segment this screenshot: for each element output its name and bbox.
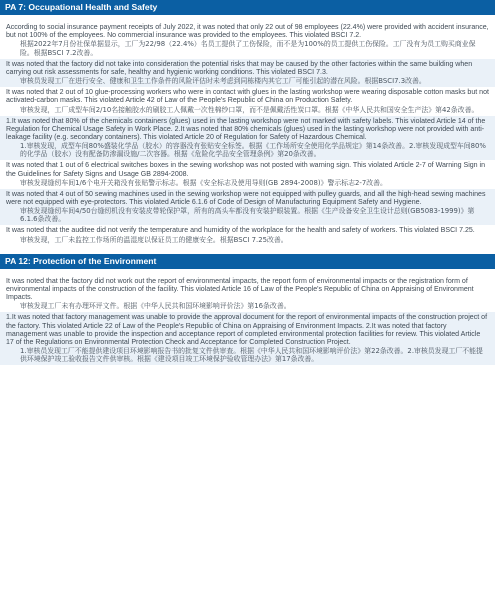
section-header-pa12: PA 12: Protection of the Environment	[0, 254, 495, 269]
finding-en-text: It was noted that 4 out of 50 sewing machines used in the sewing workshop were not equipped with pulley guards, and all the high-head sewing machines were not equipped with eye-protectors. This violated Article 6.1.6 of Code of Design of Manufacturing Equipment Safety and Hygiene.	[6, 190, 486, 207]
finding-en-text: It was noted that the factory did not work out the report of environmental impacts, the report form of environmental impacts or the registration form of environmental impacts of the construction of the facility. This violated Article 16 of Law of the People's Republic of China on Appraising of Environment Impacts.	[6, 277, 474, 302]
pa12-findings-list	[0, 276, 495, 366]
finding-zh-text: 审核发现缝纫车间4/50台缝纫机没有安装皮带轮保护罩，所有的高头车都没有安装护眼装置。根据《生产设备安全卫生设计总则(GB5083-1999)》第6.1.6条改善。	[20, 207, 475, 224]
finding-zh-text: 审核发现工厂未有办理环评文件。根据《中华人民共和国环境影响评价法》第16条改善。	[20, 302, 291, 311]
finding-pa7-7	[0, 225, 495, 245]
finding-zh-text: 1.审核员发现工厂不能提供建设项目环境影响报告书的批复文件供审查。根据《中华人民共和国环境影响评价法》第22条改善。2.审核员发现工厂不能提供环境保护竣工验收报告文件供审核。根据《建设项目竣工环境保护验收管理办法》第17条改善。	[20, 347, 483, 364]
finding-pa7-5	[0, 160, 495, 189]
finding-pa7-3	[0, 87, 495, 116]
finding-en-text: It was noted that 1 out of 6 electrical switches boxes in the sewing workshop was not posted with warning sign. This violated Article 2-7 of Warning Sign in the Guidelines for Safety Signs and Usage GB 2894-2008.	[6, 162, 486, 178]
finding-pa7-1	[0, 22, 495, 59]
finding-en-text: 1.It was noted that factory management was unable to provide the approval document for the report of environmental impacts of the construction project of the factory. This violated Article 22 of Law of the People's Republic of China on Appraising of Environment Impacts. 2.It was noted that factory management was unable to provide the inspection and acceptance report of completed environmental protection facilities for review. This violated Article 17 of the Regulations on Environmental Protection Check and Acceptance for Completed Construction Project.	[6, 314, 488, 347]
finding-zh-text: 审核员发现工厂在进行安全、健康和卫生工作条件的风险评估时未考虑到同栋楼内其它工厂可能引起的潜在风险。根据BSCI7.3改善。	[20, 77, 426, 85]
finding-pa12-1	[0, 276, 495, 313]
finding-en-text: According to social insurance payment receipts of July 2022, it was noted that only 22 out of 98 employees (22.4%) were provided with accident insurance, but not 100% of the employees. No commercial insurance was provided to the employees. This violated BSCI 7.2.	[6, 24, 489, 40]
finding-pa7-2	[0, 59, 495, 88]
finding-pa7-6	[0, 189, 495, 226]
section-header-pa7: PA 7: Occupational Health and Safety	[0, 0, 495, 15]
finding-pa7-4	[0, 116, 495, 161]
finding-pa12-2	[0, 312, 495, 365]
finding-zh-text: 1.审核发现，成型车间80%盛装化学品（胶水）的容器没有张贴安全标签。根据《工作场所安全使用化学品规定》第14条改善。2.审核发现成型车间80%的化学品（胶水）没有配备防渗漏设施/二次容器。根据《危险化学品安全管理条例》第20条改善。	[20, 142, 486, 159]
finding-zh-text: 审核发现，工厂成型车间2/10名接触胶水的刷胶工人佩戴一次性棉纱口罩，而不是佩戴活性炭口罩。根据《中华人民共和国安全生产法》第42条改善。	[20, 105, 479, 114]
finding-en-text: It was noted that the factory did not take into consideration the potential risks that may be caused by the other factories within the same building when carrying out risk assessments for safe, healthy and hygienic working conditions. This violated BSCI 7.3.	[6, 60, 473, 76]
finding-zh-text: 审核发现缝纫车间1/6个电开关箱没有张贴警示标志。根据《安全标志及使用导则(GB 2894-2008)》警示标志2-7改善。	[20, 178, 387, 187]
finding-en-text: It was noted that 2 out of 10 glue-processing workers who were in contact with glues in the lasting workshop were wearing disposable cotton masks but not activated-carbon masks. This violated Article 42 of Law of the People's Republic of China on Production Safety.	[6, 89, 489, 105]
finding-zh-text: 根据2022年7月份社保单据显示，工厂为22/98（22.4%）名员工提供了工伤保险，而不是为100%的员工提供工伤保险。工厂没有为员工购买商业保险。根据BSCI 7.2改善。	[20, 40, 476, 57]
finding-zh-text: 审核发现，工厂未监控工作场所的温湿度以保证员工的健康安全。根据BSCI 7.25改善。	[20, 235, 288, 244]
pa7-findings-list	[0, 22, 495, 246]
finding-en-text: It was noted that the auditee did not verify the temperature and humidity of the workplace for the health and safety of workers. This violated BSCI 7.25.	[6, 227, 475, 235]
finding-en-text: 1.It was noted that 80% of the chemicals containers (glues) used in the lasting workshop were not marked with safety labels. This violated Article 14 of the Regulation for Chemical Usage Safety in Work Place. 2.It was noted that 80% chemicals (glues) used in the lasting workshop were not provided with anti-leakage facility (e.g. secondary containers). This violated Article 20 of Regulation for Safety of Hazardous Chemical.	[6, 117, 486, 141]
